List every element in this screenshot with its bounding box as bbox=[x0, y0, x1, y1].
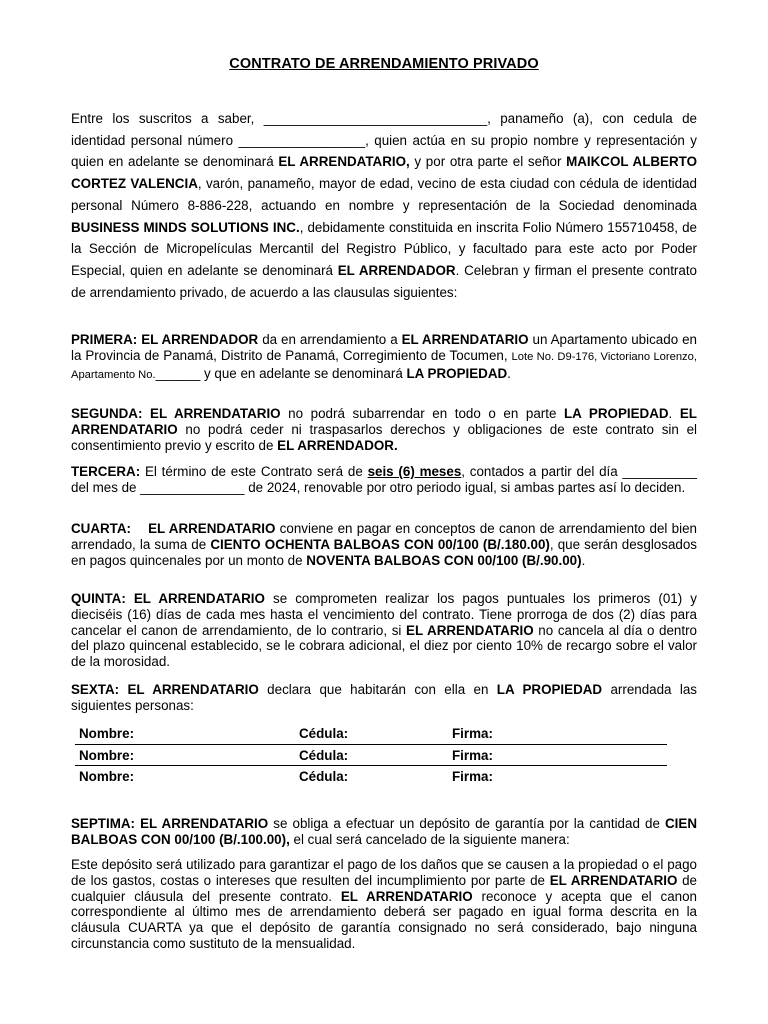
firma-label: Firma: bbox=[452, 726, 493, 741]
intro-text: Entre los suscritos a saber, bbox=[71, 111, 264, 126]
deposit-amount: CIEN BALBOAS CON 00/100 (B/.100.00), bbox=[71, 816, 697, 847]
clause-segunda bbox=[71, 406, 697, 453]
party-arrendador: EL ARRENDADOR. bbox=[277, 437, 398, 453]
clause-sexta bbox=[71, 682, 697, 714]
document-title: CONTRATO DE ARRENDAMIENTO PRIVADO bbox=[229, 56, 539, 72]
cedula-label: Cédula: bbox=[299, 747, 349, 763]
signature-row bbox=[75, 745, 667, 767]
name-blank: ______________________________ bbox=[263, 111, 488, 126]
party-arrendador: EL ARRENDADOR bbox=[337, 262, 456, 278]
signature-row bbox=[75, 723, 667, 745]
party-arrendatario: EL ARRENDATARIO bbox=[71, 406, 697, 437]
intro-text: y por otra parte el señor bbox=[409, 154, 567, 170]
cedula-label: Cédula: bbox=[299, 769, 349, 784]
party-arrendatario: EL ARRENDATARIO bbox=[140, 816, 269, 831]
clause-text: el cual será cancelado de la siguiente manera: bbox=[289, 831, 570, 847]
deposit-paragraph bbox=[71, 857, 697, 952]
clause-label: SEGUNDA: bbox=[71, 406, 143, 421]
clause-label: PRIMERA: bbox=[71, 332, 138, 347]
intro-paragraph bbox=[71, 108, 697, 303]
clause-text: da en arrendamiento a bbox=[258, 332, 402, 347]
party-arrendatario: EL ARRENDATARIO bbox=[133, 591, 265, 606]
id-blank: _________________ bbox=[238, 132, 366, 148]
clause-text: , que serán desglosados en pagos quincenales por un monto de bbox=[71, 536, 697, 568]
biweekly-amount: NOVENTA BALBOAS CON 00/100 (B/.90.00) bbox=[306, 552, 582, 568]
intro-text: . Celebran y firman el presente contrato de arrendamiento privado, de acuerdo a las clausulas siguientes: bbox=[71, 262, 697, 300]
clause-text: reconoce y acepta que el canon correspondiente al último mes de arrendamiento deberá ser pagado en igual forma descrita en la cláusula CUARTA ya que el depósito de garantía consignado no será considerado, bajo ninguna circunstancia como sustituto de la mensualidad. bbox=[71, 888, 697, 951]
clause-text: no podrá subarrendar en todo o en parte bbox=[280, 406, 564, 421]
clause-text: se comprometen realizar los pagos puntuales los primeros (01) y dieciséis (16) días de cada mes hasta el vencimiento del contrato. Tiene prorroga de dos (2) días para cancelar el canon de arrendamiento, de lo contrario, si bbox=[71, 591, 697, 638]
clause-text: de cualquier cláusula del presente contrato. bbox=[71, 872, 698, 904]
party-arrendador: EL ARRENDADOR bbox=[141, 332, 259, 347]
clause-quinta bbox=[71, 591, 697, 670]
signature-table bbox=[75, 723, 667, 787]
clause-text: El término de este Contrato será de bbox=[140, 464, 368, 479]
nombre-label: Nombre: bbox=[79, 769, 135, 784]
clause-primera bbox=[71, 332, 697, 383]
clause-text: . bbox=[668, 406, 680, 421]
address-text: Lote No. D9-176, Victoriano Lorenzo, Apartamento No. bbox=[71, 350, 697, 381]
term-duration: seis (6) meses bbox=[367, 464, 462, 479]
clause-text: . bbox=[581, 552, 586, 568]
clause-text: arrendada las siguientes personas: bbox=[71, 682, 697, 713]
la-propiedad: LA PROPIEDAD bbox=[496, 682, 603, 697]
party-arrendatario: EL ARRENDATARIO bbox=[150, 406, 281, 421]
party-arrendatario: EL ARRENDATARIO bbox=[127, 682, 259, 697]
la-propiedad: LA PROPIEDAD bbox=[406, 365, 508, 381]
party-arrendatario: EL ARRENDATARIO bbox=[549, 872, 678, 888]
clause-text: se obliga a efectuar un depósito de garantía por la cantidad de bbox=[268, 816, 665, 831]
clause-cuarta bbox=[71, 521, 697, 568]
clause-text: , contados a partir del día __________ del mes de ______________ de 2024, renovable por otro periodo igual, si ambas partes así lo deciden. bbox=[71, 464, 697, 495]
clause-label: TERCERA: bbox=[71, 464, 141, 479]
party-arrendatario: EL ARRENDATARIO, bbox=[278, 154, 410, 170]
clause-text: conviene en pagar en conceptos de canon de arrendamiento del bien arrendado, la suma de bbox=[71, 521, 697, 552]
intro-text: , debidamente constituida en inscrita Folio Número 155710458, de la Sección de Micropelículas Mercantil del Registro Público, y facultado para este acto por Poder Especial, quien en adelante se denominará bbox=[71, 219, 697, 278]
rent-amount: CIENTO OCHENTA BALBOAS CON 00/100 (B/.180.00) bbox=[210, 536, 550, 552]
firma-label: Firma: bbox=[452, 769, 493, 784]
intro-text: , quien actúa en su propio nombre y representación y quien en adelante se denominará bbox=[71, 132, 697, 170]
cedula-label: Cédula: bbox=[299, 726, 349, 741]
intro-text: , varón, panameño, mayor de edad, vecino de esta ciudad con cédula de identidad personal Número 8-886-228, actuando en nombre y representación de la Sociedad denominada bbox=[71, 176, 697, 213]
clause-text: Este depósito será utilizado para garantizar el pago de los daños que se causen a la propiedad o el pago de los gastos, costas o intereses que resulten del incumplimiento por parte de bbox=[71, 857, 697, 888]
owner-name: MAIKCOL ALBERTO CORTEZ VALENCIA bbox=[71, 154, 697, 192]
signature-row bbox=[75, 766, 667, 787]
clause-text: declara que habitarán con ella en bbox=[258, 682, 497, 697]
nombre-label: Nombre: bbox=[79, 747, 135, 763]
party-arrendatario: EL ARRENDATARIO bbox=[340, 888, 473, 904]
nombre-label: Nombre: bbox=[79, 726, 135, 741]
intro-text: , panameño (a), con cedula de identidad personal número bbox=[71, 111, 698, 148]
clause-text: no cancela al día o dentro del plazo quincenal establecido, se le cobrara adicional, el diez por ciento 10% de recargo sobre el valor de la morosidad. bbox=[71, 622, 697, 670]
clause-tercera bbox=[71, 464, 697, 496]
company-name: BUSINESS MINDS SOLUTIONS INC. bbox=[71, 219, 300, 235]
apartment-blank: ______ bbox=[155, 365, 201, 381]
clause-label: SEPTIMA: bbox=[71, 816, 135, 831]
clause-label: SEXTA: bbox=[71, 682, 120, 697]
clause-septima bbox=[71, 816, 697, 848]
party-arrendatario: EL ARRENDATARIO bbox=[401, 332, 529, 347]
clause-text: y que en adelante se denominará bbox=[200, 365, 407, 381]
party-arrendatario: EL ARRENDATARIO bbox=[148, 521, 276, 536]
clause-label: QUINTA: bbox=[71, 591, 126, 606]
clause-label: CUARTA: bbox=[71, 521, 131, 536]
clause-text: . bbox=[507, 365, 511, 381]
party-arrendatario: EL ARRENDATARIO bbox=[406, 622, 534, 638]
clause-text: un Apartamento ubicado en la Provincia de Panamá, Distrito de Panamá, Corregimiento de Tocumen, bbox=[71, 332, 697, 363]
la-propiedad: LA PROPIEDAD bbox=[564, 406, 669, 421]
clause-text: no podrá ceder ni traspasarlos derechos y obligaciones de este contrato sin el consentimiento previo y escrito de bbox=[71, 421, 697, 453]
firma-label: Firma: bbox=[452, 747, 493, 763]
